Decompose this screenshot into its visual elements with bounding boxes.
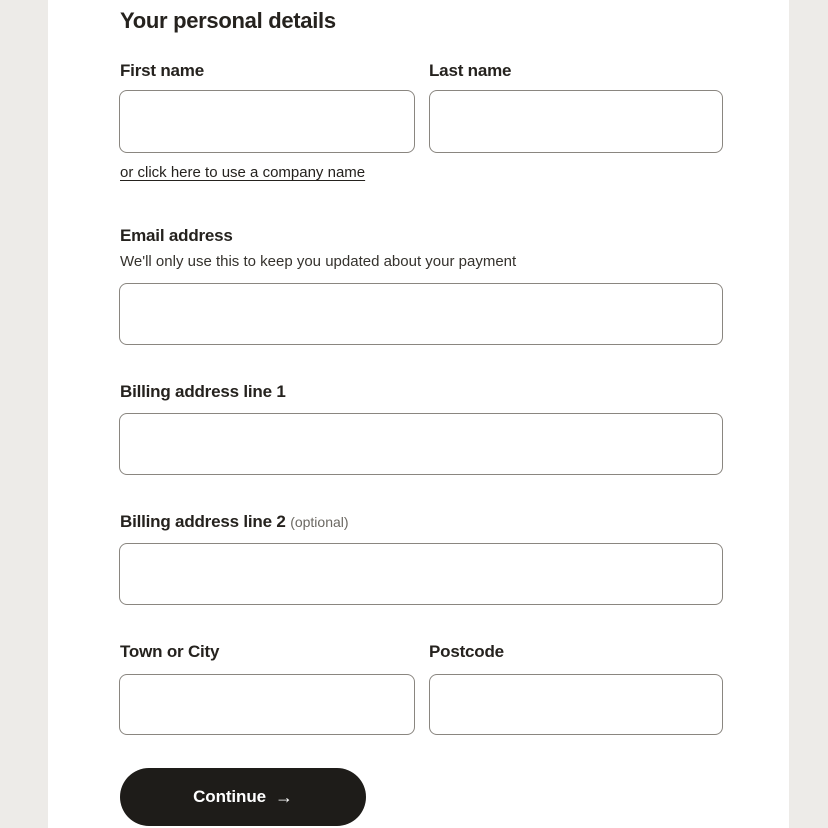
- billing-address-line2-label-text: Billing address line 2: [120, 512, 286, 531]
- continue-button-label: Continue: [193, 787, 266, 806]
- billing-address-line1-input[interactable]: [119, 413, 723, 475]
- first-name-input[interactable]: [119, 90, 415, 153]
- page-title: Your personal details: [120, 8, 336, 33]
- optional-tag: (optional): [290, 514, 349, 530]
- arrow-right-icon: →: [274, 786, 293, 807]
- town-input[interactable]: [119, 674, 415, 735]
- first-name-label: First name: [120, 61, 204, 80]
- last-name-label: Last name: [429, 61, 512, 80]
- personal-details-card: [48, 0, 789, 828]
- use-company-name-link[interactable]: or click here to use a company name: [120, 164, 366, 181]
- last-name-input[interactable]: [429, 90, 723, 153]
- postcode-label: Postcode: [429, 642, 504, 661]
- billing-address-line2-input[interactable]: [119, 543, 723, 605]
- billing-address-line1-label: Billing address line 1: [120, 382, 286, 401]
- postcode-input[interactable]: [429, 674, 723, 735]
- email-label: Email address: [120, 226, 233, 245]
- email-input[interactable]: [119, 283, 723, 345]
- billing-address-line2-label: [120, 511, 349, 533]
- town-label: Town or City: [120, 642, 220, 661]
- continue-button[interactable]: [120, 768, 366, 826]
- email-helper-text: We'll only use this to keep you updated about your payment: [120, 253, 517, 270]
